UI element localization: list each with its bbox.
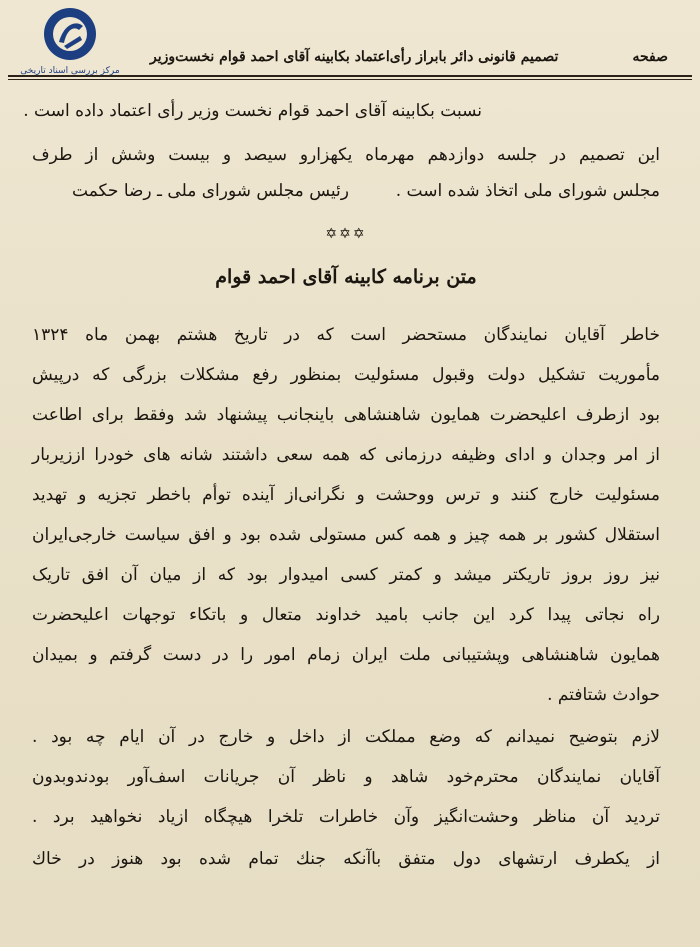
decree-line: مجلس شورای ملی اتخاذ شده است .: [395, 181, 660, 201]
program-line: لازم بتوضیح نمیدانم که وضع مملکت از داخل و خارج در آن ایام چه بود .: [32, 727, 660, 747]
program-line: حوادث شتافتم .: [547, 685, 660, 705]
program-line: مأموریت تشکیل دولت وقبول مسئولیت بمنظور رفع مشکلات بزرگی که درپیش: [32, 365, 660, 385]
program-line: از امر وجدان و ادای وظیفه درزمانی که همه سعی داشتند شانه های خودرا اززیربار: [32, 445, 660, 465]
program-line: استقلال کشور بر همه چیز و همه کس مستولی شده بود و افق سیاست خارجی‌ایران: [32, 525, 660, 545]
archive-logo: [8, 6, 128, 82]
decree-line: نسبت بکابینه آقای احمد قوام نخست وزیر رأی اعتماد داده است .: [23, 101, 482, 121]
program-line: آقایان نمایندگان محترم‌خود شاهد و ناظر آن جریانات اسف‌آور بودندوبدون: [32, 767, 660, 787]
program-line: همایون شاهنشاهی وپشتیبانی ملت ایران زمام امور را در دست گرفتم و بمیدان: [32, 645, 660, 665]
program-line: راه نجاتی پیدا کرد این جانب بامید خداوند متعال و باتکاء توجهات اعلیحضرت: [32, 605, 660, 625]
program-line: خاطر آقایان نمایندگان مستحضر است که در تاریخ هشتم بهمن ماه ۱۳۲۴: [32, 325, 660, 345]
signature: رئیس مجلس شورای ملی ـ رضا حکمت: [72, 181, 349, 201]
archive-logo-icon: [42, 6, 98, 62]
page-label: صفحه: [632, 49, 668, 65]
star-divider: ✡✡✡: [325, 226, 367, 242]
program-line: بود ازطرف اعلیحضرت همایون شاهنشاهی باینجانب پیشنهاد شد وفقط برای اطاعت: [32, 405, 660, 425]
program-line: از یکطرف ارتشهای دول متفق باآنکه جنك تمام شده بود هنوز در خاك: [32, 849, 660, 869]
decree-signature-row: [32, 176, 660, 206]
program-line: مسئولیت خارج کنند و ترس ووحشت و نگرانی‌از آینده توأم باخطر تجزیه و تهدید: [32, 485, 660, 505]
archive-logo-caption: مرکز بررسی اسناد تاریخی: [20, 66, 120, 76]
program-line: تردید آن مناظر وحشت‌انگیز وآن خاطرات تلخرا هیچگاه ازیاد نخواهید برد .: [32, 807, 660, 827]
program-line: نیز روز بروز تاریکتر میشد و کمتر کسی امیدوار بود که از میان آن افق تاریک: [32, 565, 660, 585]
header-rule: [8, 75, 692, 77]
section-title: متن برنامه کابینه آقای احمد قوام: [215, 266, 477, 288]
header-rule-thin: [8, 79, 692, 80]
running-title: تصمیم قانونی دائر بابراز رأی‌اعتماد بکابینه آقای احمد قوام نخست‌وزیر: [150, 49, 559, 65]
decree-line: این تصمیم در جلسه دوازدهم مهرماه یکهزارو سیصد و بیست وشش از طرف: [32, 145, 660, 165]
running-header: [150, 44, 668, 70]
